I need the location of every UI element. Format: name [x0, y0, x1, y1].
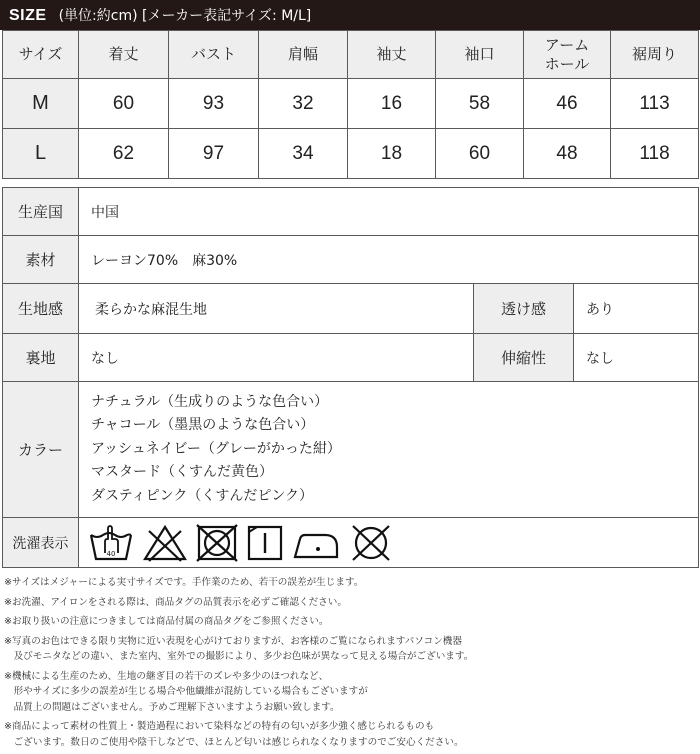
size-unit-note: (単位:約cm) [メーカー表記サイズ: M/L]: [58, 8, 312, 24]
size-value: 34: [259, 129, 348, 179]
size-value: 18: [348, 129, 436, 179]
notes: [4, 575, 698, 754]
hand-wash-icon: [87, 523, 135, 563]
size-header: [0, 0, 700, 30]
size-row-m: [3, 79, 699, 129]
note: ※商品によって素材の性質上・製造過程において染料などの特有の匂いが多少強く感じられるものも ございます。数日のご使用や陰干しなどで、ほとんど匂いは感じられなくなりますのでご安心ください。: [4, 721, 464, 748]
color-list: [79, 382, 699, 518]
note: ※お洗濯、アイロンをされる際は、商品タグの品質表示を必ずご確認ください。: [4, 596, 347, 608]
size-title: SIZE: [9, 7, 47, 24]
no-tumble-dry-icon: [195, 523, 239, 563]
texture-label: 生地感: [3, 284, 79, 334]
size-col-header: 裾周り: [611, 31, 699, 79]
care-icons: [79, 518, 699, 568]
size-value: 62: [79, 129, 169, 179]
spec-row-material: [3, 236, 699, 284]
sheer-value: あり: [574, 284, 699, 334]
note: ※機械による生産のため、生地の継ぎ目の若干のズレや多少のほつれなど、 形やサイズに多少の誤差が生じる場合や他繊維が混紡している場合もございますが 品質上の問題はございません。予めご理解下さいますようお願い致します。: [4, 670, 368, 713]
color-item: チャコール（墨黒のような色合い）: [91, 417, 315, 434]
lining-value: なし: [79, 334, 474, 382]
spec-row-care: [3, 518, 699, 568]
sheer-label: 透け感: [474, 284, 574, 334]
size-table: [2, 30, 699, 179]
stretch-value: なし: [574, 334, 699, 382]
size-col-header: 袖丈: [348, 31, 436, 79]
size-value: 93: [169, 79, 259, 129]
care-label: 洗濯表示: [3, 518, 79, 568]
color-item: アッシュネイビー（グレーがかった紺）: [91, 440, 341, 457]
size-col-header: アーム ホール: [524, 31, 611, 79]
size-value: 48: [524, 129, 611, 179]
size-col-header: バスト: [169, 31, 259, 79]
color-item: ダスティピンク（くすんだピンク）: [91, 487, 314, 504]
no-bleach-icon: [141, 523, 189, 563]
size-value: 118: [611, 129, 699, 179]
spec-row-origin: [3, 188, 699, 236]
color-item: ナチュラル（生成りのような色合い）: [91, 393, 329, 410]
size-value: 58: [436, 79, 524, 129]
size-label: L: [3, 129, 79, 179]
stretch-label: 伸縮性: [474, 334, 574, 382]
size-label: M: [3, 79, 79, 129]
size-col-header: サイズ: [3, 31, 79, 79]
material-value: レーヨン70% 麻30%: [79, 236, 699, 284]
iron-low-icon: [291, 523, 341, 563]
lining-label: 裏地: [3, 334, 79, 382]
no-dry-clean-icon: [347, 523, 395, 563]
spec-row-lining: [3, 334, 699, 382]
svg-text:40: 40: [106, 549, 116, 558]
spec-table: [2, 187, 699, 568]
size-value: 46: [524, 79, 611, 129]
origin-label: 生産国: [3, 188, 79, 236]
color-label: カラー: [3, 382, 79, 518]
size-value: 60: [436, 129, 524, 179]
origin-value: 中国: [79, 188, 699, 236]
texture-value: 柔らかな麻混生地: [79, 284, 474, 334]
size-value: 16: [348, 79, 436, 129]
note: ※お取り扱いの注意につきましては商品付属の商品タグをご参照ください。: [4, 616, 329, 627]
size-col-header: 着丈: [79, 31, 169, 79]
size-value: 113: [611, 79, 699, 129]
size-table-header-row: [3, 31, 699, 79]
spec-row-texture: [3, 284, 699, 334]
line-dry-icon: [245, 523, 285, 563]
size-col-header: 袖口: [436, 31, 524, 79]
size-value: 32: [259, 79, 348, 129]
color-item: マスタード（くすんだ黄色）: [91, 464, 273, 481]
size-col-header: 肩幅: [259, 31, 348, 79]
size-value: 60: [79, 79, 169, 129]
note: ※写真のお色はできる限り実物に近い表現を心がけておりますが、お客様のご覧になられますパソコン機器 及びモニタなどの違い、また室内、室外での撮影により、多少お色味が異なって見える場合がございます。: [4, 635, 474, 662]
material-label: 素材: [3, 236, 79, 284]
note: ※サイズはメジャーによる実寸サイズです。手作業のため、若干の誤差が生じます。: [4, 577, 364, 588]
size-row-l: [3, 129, 699, 179]
size-value: 97: [169, 129, 259, 179]
spec-row-colors: [3, 382, 699, 518]
